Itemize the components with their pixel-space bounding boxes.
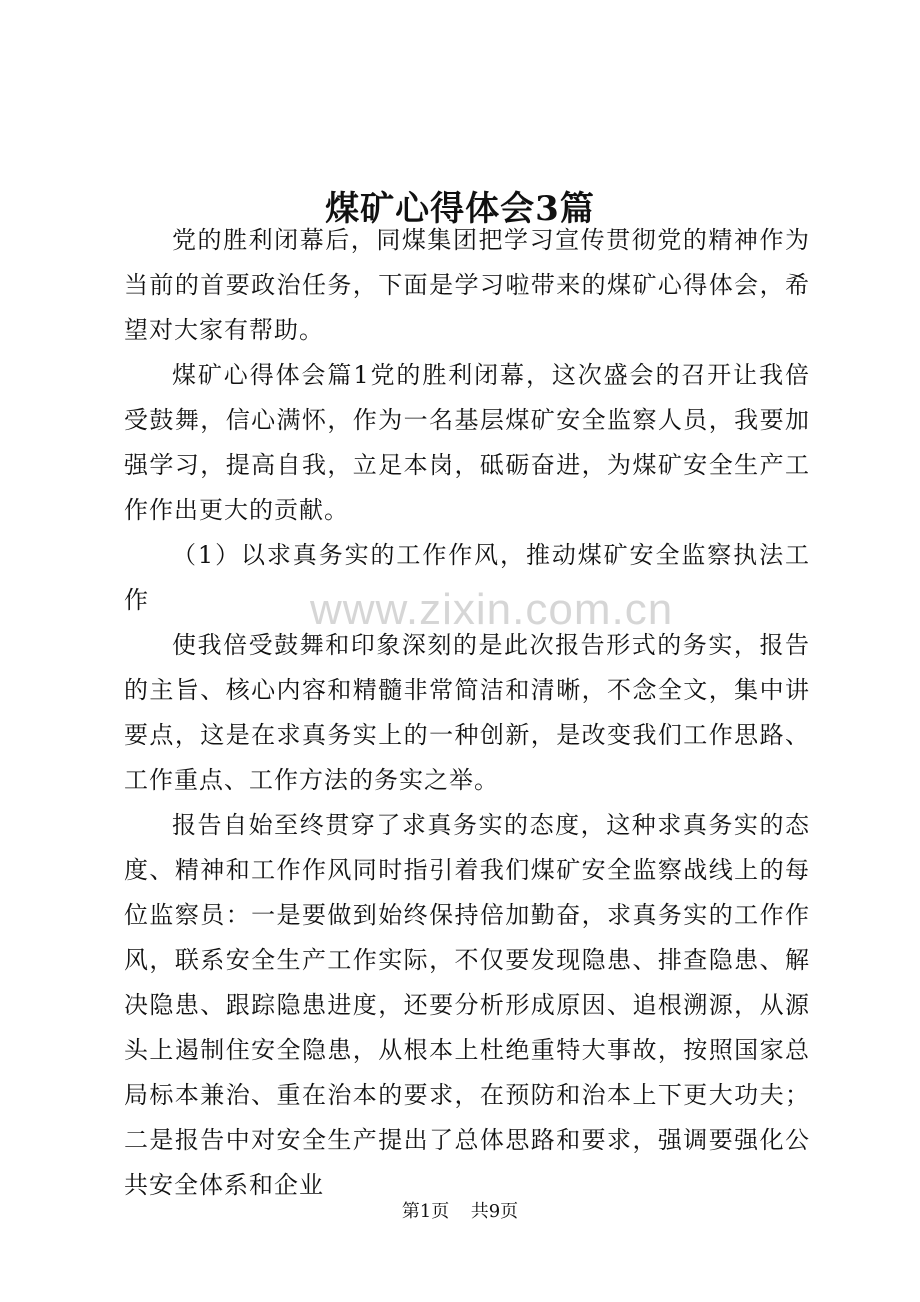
page-number: 第1页	[401, 1201, 450, 1222]
section-1-paragraph: 煤矿心得体会篇1党的胜利闭幕，这次盛会的召开让我倍受鼓舞，信心满怀，作为一名基层煤矿安全监察人员，我要加强学习，提高自我，立足本岗，砥砺奋进，为煤矿安全生产工作作出更大的贡献。	[124, 361, 810, 524]
watermark: www.zixin.com.cn	[310, 585, 674, 634]
page-total: 共9页	[470, 1201, 519, 1222]
page-footer	[0, 1198, 920, 1226]
document-title: 煤矿心得体会3篇	[325, 188, 595, 229]
intro-paragraph: 党的胜利闭幕后，同煤集团把学习宣传贯彻党的精神作为当前的首要政治任务，下面是学习啦带来的煤矿心得体会，希望对大家有帮助。	[124, 226, 810, 344]
document-body	[124, 218, 810, 1208]
body-paragraph-1: 使我倍受鼓舞和印象深刻的是此次报告形式的务实，报告的主旨、核心内容和精髓非常简洁和清晰，不念全文，集中讲要点，这是在求真务实上的一种创新，是改变我们工作思路、工作重点、工作方法的务实之举。	[124, 631, 810, 794]
subheading-1: （1）以求真务实的工作作风，推动煤矿安全监察执法工作	[124, 541, 810, 614]
body-paragraph-2: 报告自始至终贯穿了求真务实的态度，这种求真务实的态度、精神和工作作风同时指引着我们煤矿安全监察战线上的每位监察员：一是要做到始终保持倍加勤奋，求真务实的工作作风，联系安全生产工作实际，不仅要发现隐患、排查隐患、解决隐患、跟踪隐患进度，还要分析形成原因、追根溯源，从源头上遏制住安全隐患，从根本上杜绝重特大事故，按照国家总局标本兼治、重在治本的要求，在预防和治本上下更大功夫；二是报告中对安全生产提出了总体思路和要求，强调要强化公共安全体系和企业	[124, 811, 810, 1199]
